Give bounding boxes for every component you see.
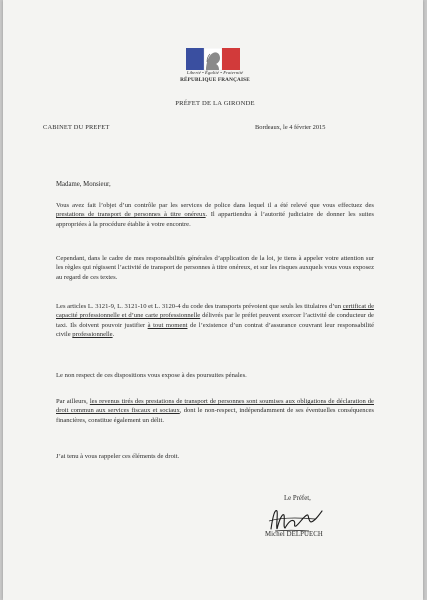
paragraph-closing: J’ai tenu à vous rappeler ces éléments de droit. [56, 453, 180, 460]
paragraph-control [56, 201, 374, 229]
paragraph-text: Par ailleurs, [56, 398, 90, 405]
underlined-text: certificat de capacité professionnelle et d’une carte professionnelle [56, 303, 374, 320]
underlined-text: professionnelle [72, 331, 113, 339]
paragraph-responsibilities: Cependant, dans le cadre de mes responsabilités générales d’application de la loi, je tiens à appeler votre attention sur les règles qui régissent l’activité de transport de personnes à titre onéreux, et sur les risques auxquels vous vous exposez au regard de ces textes. [56, 255, 374, 281]
paragraph-revenues [56, 397, 374, 425]
paragraph-text: . Il appartiendra à l’autorité judiciaire de donner les suites appropriées à la procédure établie à votre encontre. [56, 211, 374, 228]
underlined-text: à tout moment [147, 321, 188, 329]
paragraph-articles [56, 302, 374, 340]
paragraph-penalties: Le non respect de ces dispositions vous expose à des poursuites pénales. [56, 372, 247, 379]
republic-motto: Liberté • Égalité • Fraternité [186, 70, 244, 75]
cabinet-label: CABINET DU PREFET [43, 124, 110, 131]
republic-name: RÉPUBLIQUE FRANÇAISE [180, 77, 250, 83]
paragraph-text: délivrés par le préfet peuvent exercer l’activité de conducteur de taxi. Ils doivent pouvoir justifier [56, 312, 374, 329]
signatory-name: Michel DELPUECH [265, 531, 323, 538]
paragraph-text: , dont le non-respect, indépendamment de ses éventuelles conséquences financières, constitue également un délit. [56, 407, 374, 424]
underlined-text: prestations de transport de personnes à titre onéreux [56, 211, 206, 219]
paragraph-text: de l’existence d’un contrat d’assurance couvrant leur responsabilité civile [56, 321, 375, 339]
underlined-text: les revenus tirés des prestations de transport de personnes sont soumises aux obligations de déclaration de droit commun aux services fiscaux et sociaux [56, 398, 374, 415]
salutation: Madame, Monsieur, [56, 181, 111, 188]
letter-page [3, 0, 423, 600]
prefecture-name: PRÉFET DE LA GIRONDE [175, 100, 255, 107]
letter-date: Bordeaux, le 4 février 2015 [255, 124, 326, 131]
signatory-title: Le Préfet, [284, 495, 311, 502]
paragraph-text: Vous avez fait l’objet d’un contrôle par les services de police dans lequel il a été relevé que vous effectuez des [56, 202, 374, 209]
paragraph-text: . [112, 331, 115, 339]
paragraph-text: Les articles L. 3121-9, L. 3121-10 et L. 3120-4 du code des transports prévoient que seuls les titulaires d’un [56, 303, 343, 310]
